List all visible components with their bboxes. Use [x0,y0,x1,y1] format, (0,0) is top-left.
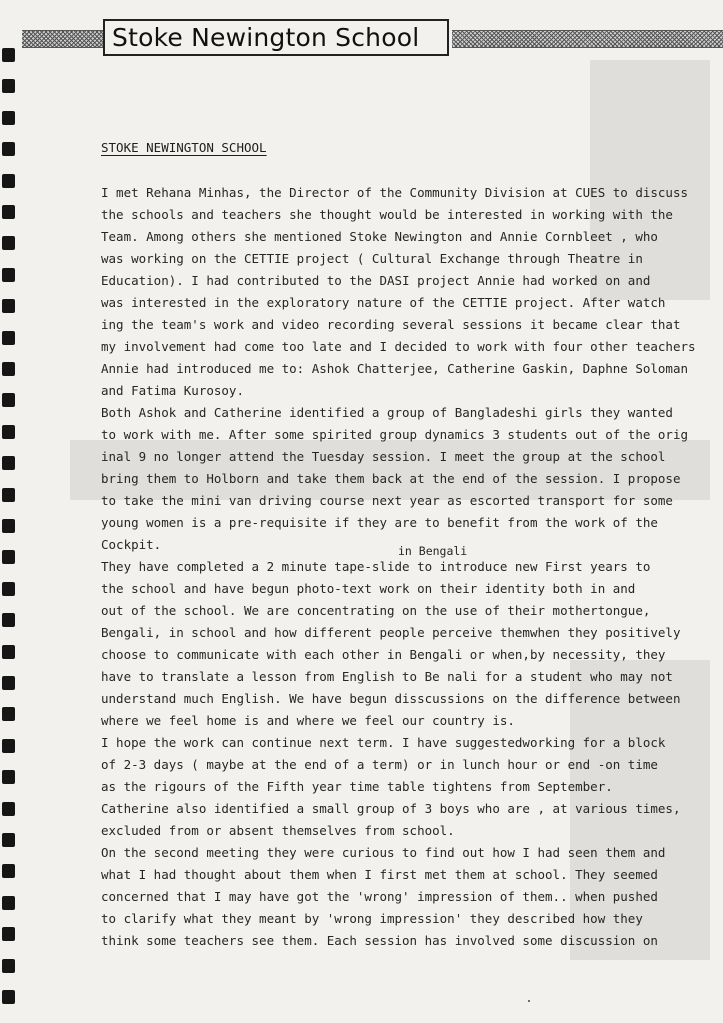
text-line: think some teachers see them. Each session has involved some discussion on [101,933,658,948]
text-line: excluded from or absent themselves from school. [101,823,455,838]
header-hatch-right [452,30,723,48]
binding-hole [2,142,15,156]
text-line: They have completed a 2 minute tape-slide to introduce new First years to [101,559,651,574]
text-line: young women is a pre-requisite if they are to benefit from the work of the [101,515,658,530]
binding-hole [2,896,15,910]
text-line: Cockpit. [101,537,162,552]
binding-hole [2,268,15,282]
text-line: I met Rehana Minhas, the Director of the Community Division at CUES to discuss [101,185,688,200]
binding-hole [2,111,15,125]
binding-hole [2,833,15,847]
text-line: as the rigours of the Fifth year time table tightens from September. [101,779,613,794]
text-line: out of the school. We are concentrating on the use of their mothertongue, [101,603,651,618]
page-title: Stoke Newington School [103,19,449,56]
text-line: Both Ashok and Catherine identified a group of Bangladeshi girls they wanted [101,405,673,420]
binding-hole [2,519,15,533]
binding-hole [2,990,15,1004]
header-hatch-left [22,30,104,48]
text-line: to work with me. After some spirited group dynamics 3 students out of the orig [101,427,688,442]
text-line: On the second meeting they were curious to find out how I had seen them and [101,845,666,860]
binding-hole [2,362,15,376]
binding-hole [2,236,15,250]
binding-hole [2,331,15,345]
text-line: Catherine also identified a small group of 3 boys who are , at various times, [101,801,681,816]
paper-speck [528,1000,530,1002]
text-line: the school and have begun photo-text work on their identity both in and [101,581,636,596]
text-line: and Fatima Kurosoy. [101,383,244,398]
binding-hole [2,676,15,690]
spiral-binding [0,0,22,1023]
text-line: choose to communicate with each other in Bengali or when,by necessity, they [101,647,666,662]
text-line: to clarify what they meant by 'wrong impression' they described how they [101,911,643,926]
binding-hole [2,299,15,313]
text-line: my involvement had come too late and I decided to work with four other teachers [101,339,696,354]
text-line: the schools and teachers she thought would be interested in working with the [101,207,673,222]
text-line: have to translate a lesson from English to Be nali for a student who may not [101,669,673,684]
binding-hole [2,425,15,439]
binding-hole [2,739,15,753]
binding-hole [2,174,15,188]
binding-hole [2,488,15,502]
binding-hole [2,393,15,407]
binding-hole [2,864,15,878]
binding-hole [2,79,15,93]
binding-hole [2,802,15,816]
text-line: was interested in the exploratory nature of the CETTIE project. After watch [101,295,666,310]
text-line: Annie had introduced me to: Ashok Chatterjee, Catherine Gaskin, Daphne Soloman [101,361,688,376]
text-line: what I had thought about them when I first met them at school. They seemed [101,867,658,882]
binding-hole [2,707,15,721]
binding-hole [2,582,15,596]
text-line: Bengali, in school and how different people perceive themwhen they positively [101,625,681,640]
body-text [101,182,701,952]
text-line: I hope the work can continue next term. I have suggestedworking for a block [101,735,666,750]
text-line: bring them to Holborn and take them back at the end of the session. I propose [101,471,681,486]
text-line: of 2-3 days ( maybe at the end of a term) or in lunch hour or end -on time [101,757,658,772]
handwritten-insertion: in Bengali [398,544,468,558]
text-line: inal 9 no longer attend the Tuesday session. I meet the group at the school [101,449,666,464]
text-line: concerned that I may have got the 'wrong' impression of them.. when pushed [101,889,658,904]
text-line: understand much English. We have begun disscussions on the difference between [101,691,681,706]
text-line: Team. Among others she mentioned Stoke Newington and Annie Cornbleet , who [101,229,658,244]
binding-hole [2,927,15,941]
binding-hole [2,205,15,219]
section-heading: STOKE NEWINGTON SCHOOL [101,140,267,155]
text-line: ing the team's work and video recording several sessions it became clear that [101,317,681,332]
text-line: to take the mini van driving course next year as escorted transport for some [101,493,673,508]
binding-hole [2,959,15,973]
text-line: Education). I had contributed to the DASI project Annie had worked on and [101,273,651,288]
binding-hole [2,770,15,784]
text-line: was working on the CETTIE project ( Cultural Exchange through Theatre in [101,251,643,266]
text-line: where we feel home is and where we feel our country is. [101,713,515,728]
binding-hole [2,456,15,470]
binding-hole [2,645,15,659]
binding-hole [2,48,15,62]
binding-hole [2,550,15,564]
binding-hole [2,613,15,627]
